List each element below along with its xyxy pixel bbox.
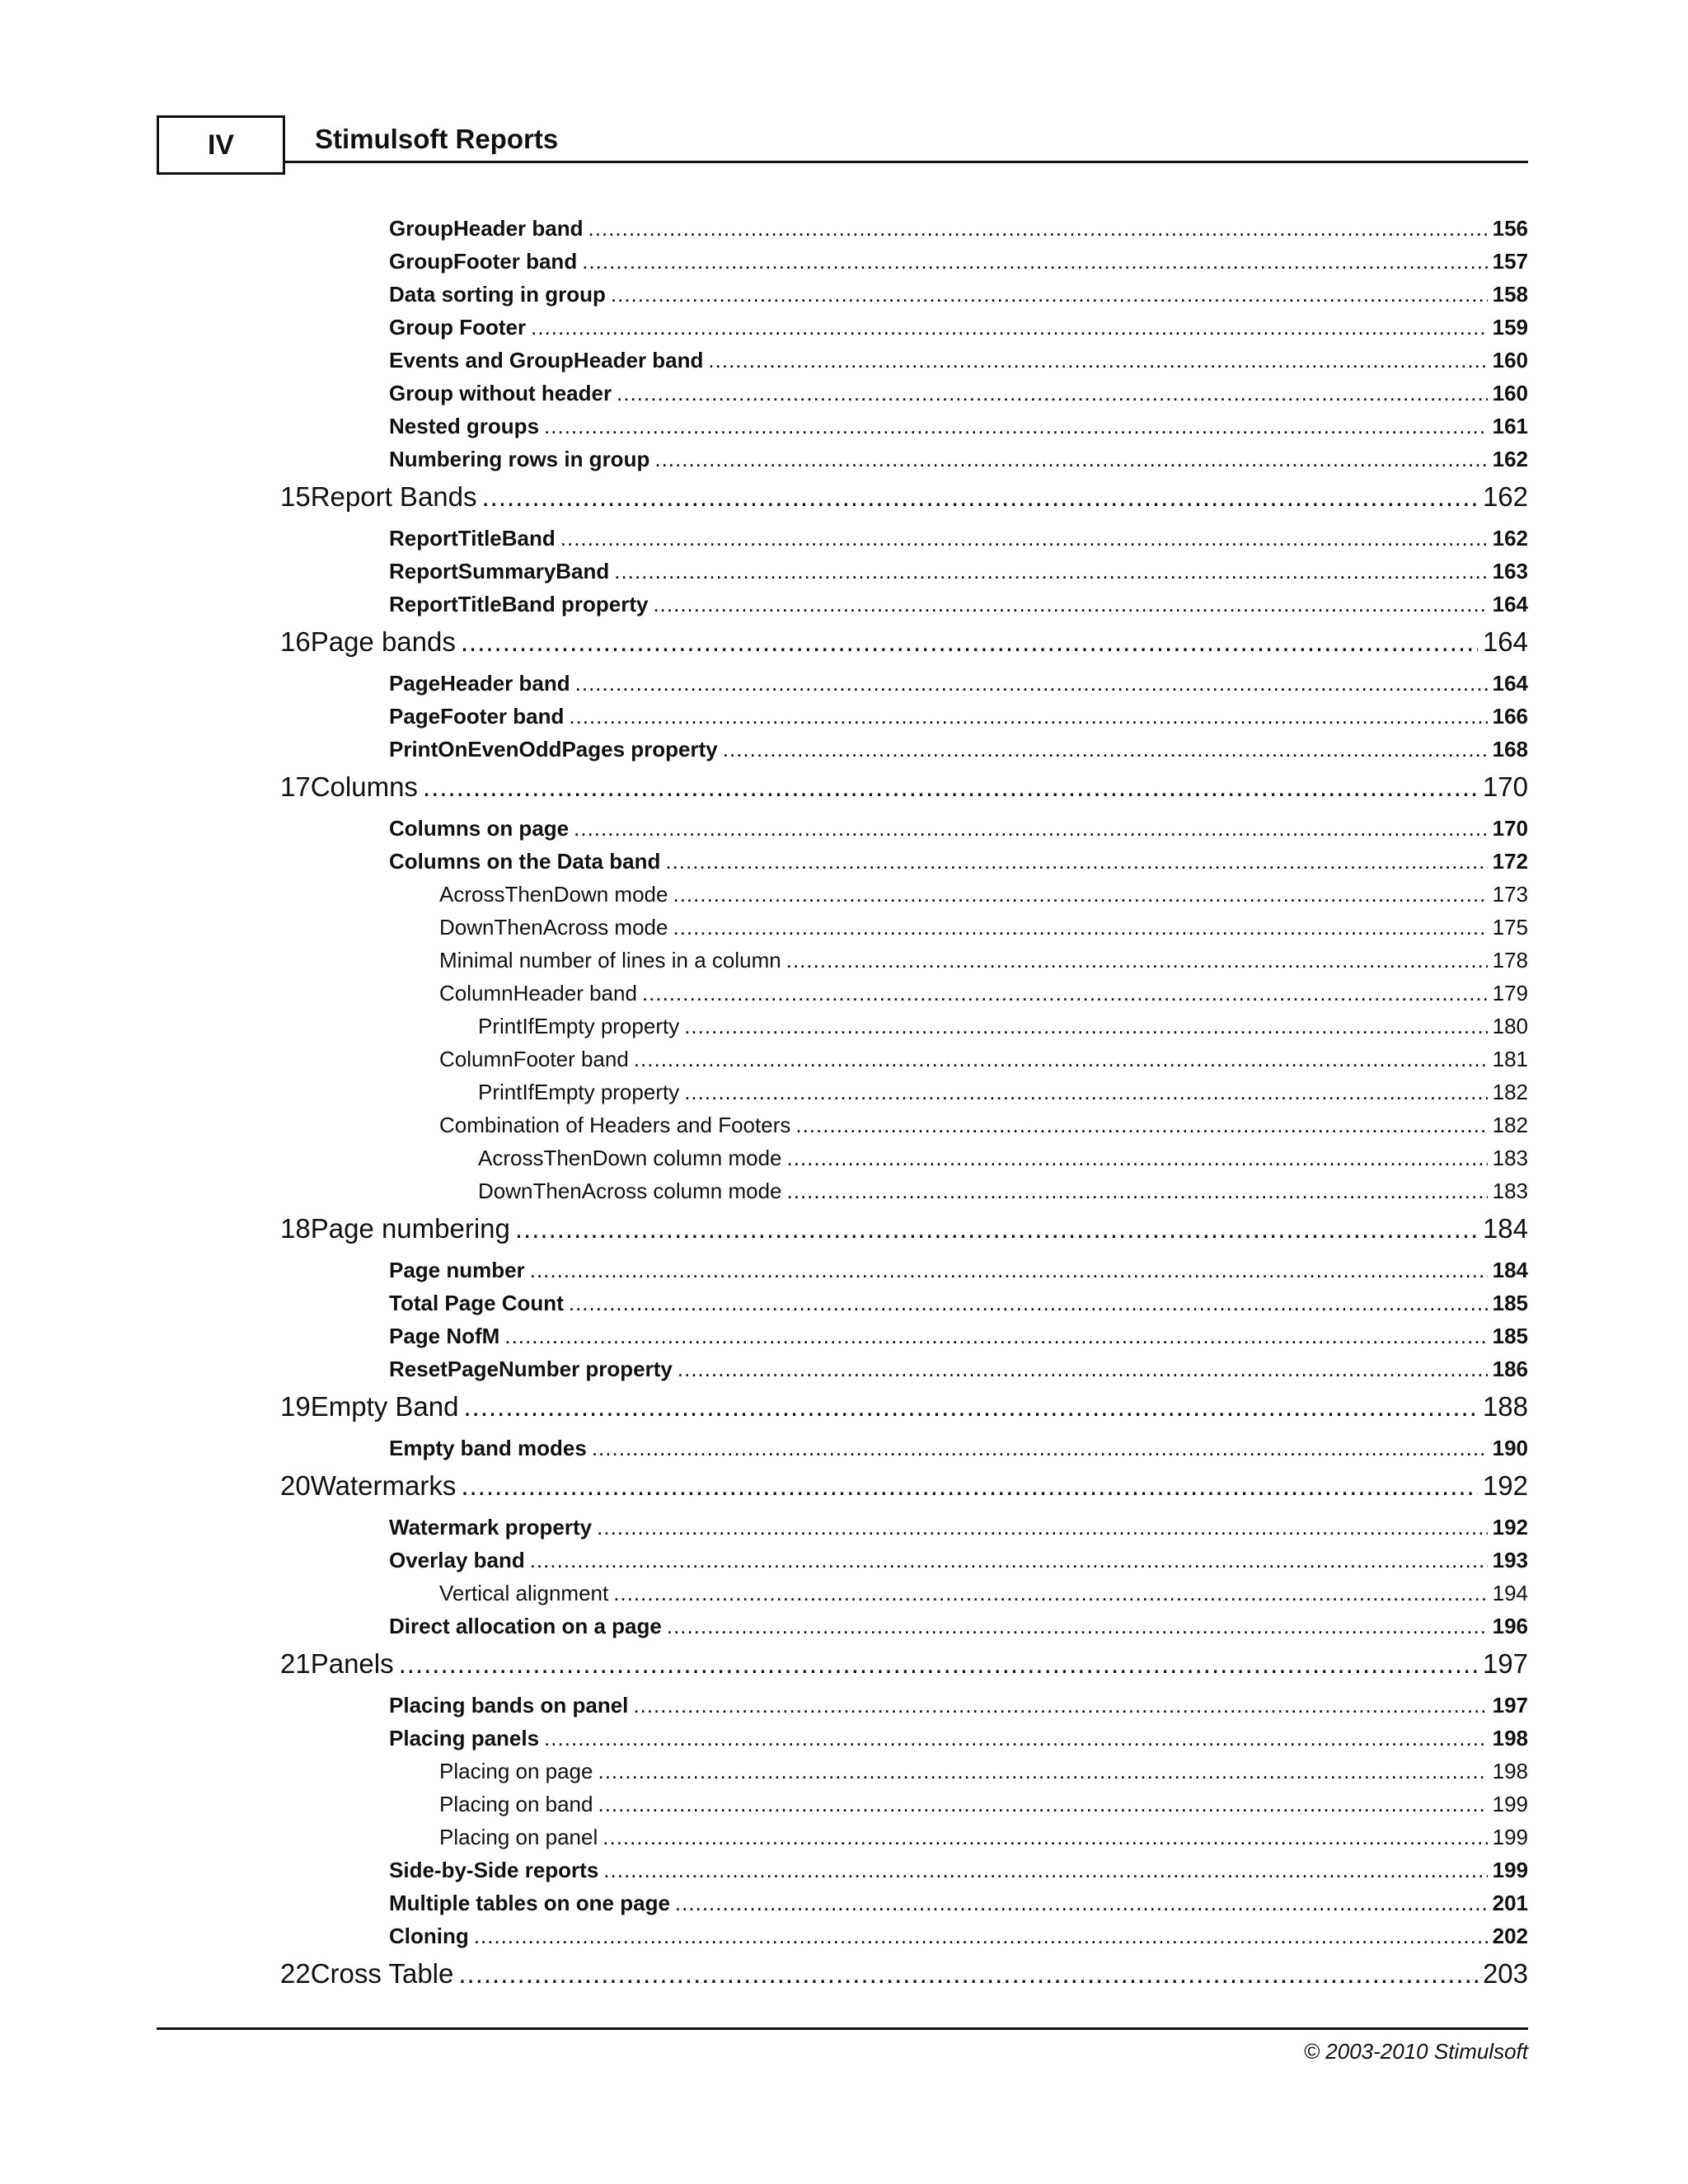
toc-entry-page: 164 — [1492, 671, 1528, 696]
toc-entry-title: Numbering rows in group — [389, 447, 650, 471]
toc-entry-page: 192 — [1492, 1515, 1528, 1540]
toc-entry-title: PrintIfEmpty property — [478, 1080, 680, 1104]
toc-entry-page: 183 — [1492, 1179, 1528, 1203]
toc-entry[interactable] — [439, 1113, 1528, 1138]
dot-leader — [569, 1291, 1488, 1316]
toc-entry-page: 192 — [1482, 1470, 1528, 1501]
copyright-notice: © 2003-2010 Stimulsoft — [1303, 2039, 1528, 2064]
toc-entry[interactable] — [389, 1858, 1528, 1883]
toc-entry-title: Page numbering — [310, 1213, 510, 1244]
toc-entry[interactable] — [389, 447, 1528, 472]
toc-entry-page: 201 — [1492, 1891, 1528, 1915]
toc-entry-title: PageFooter band — [389, 704, 565, 729]
toc-entry-title: ReportTitleBand — [389, 526, 556, 551]
toc-entry-page: 183 — [1492, 1146, 1528, 1170]
dot-leader — [515, 1213, 1478, 1244]
toc-entry[interactable] — [389, 737, 1528, 762]
chapter-number: 15 — [280, 481, 311, 512]
toc-entry-title: Group without header — [389, 381, 612, 405]
toc-entry-title: Vertical alignment — [439, 1581, 609, 1605]
toc-entry-page: 170 — [1482, 771, 1528, 802]
toc-entry[interactable] — [389, 1924, 1528, 1949]
toc-entry-title: Cloning — [389, 1924, 469, 1948]
toc-entry-page: 168 — [1492, 737, 1528, 762]
dot-leader — [560, 526, 1488, 551]
toc-entry-title: Columns — [310, 771, 418, 802]
footer-divider — [157, 2027, 1528, 2030]
toc-entry-page: 196 — [1492, 1614, 1528, 1638]
toc-entry-title: Columns on the Data band — [389, 849, 661, 874]
toc-entry-title: Empty Band — [310, 1391, 459, 1422]
toc-entry-title: GroupFooter band — [389, 249, 578, 274]
dot-leader — [611, 282, 1488, 307]
toc-entry-page: 162 — [1482, 481, 1528, 512]
dot-leader — [588, 216, 1487, 241]
toc-entry[interactable] — [389, 1693, 1528, 1718]
toc-entry-title: ColumnHeader band — [439, 981, 637, 1005]
toc-entry-page: 198 — [1492, 1726, 1528, 1750]
dot-leader — [474, 1924, 1488, 1949]
toc-entry-title: Direct allocation on a page — [389, 1614, 662, 1638]
toc-entry-title: Report Bands — [310, 481, 477, 512]
toc-entry-page: 203 — [1482, 1958, 1528, 1989]
chapter-number: 16 — [280, 626, 311, 657]
toc-entry-page: 164 — [1492, 592, 1528, 616]
toc-entry-page: 170 — [1492, 816, 1528, 841]
toc-entry-page: 184 — [1492, 1258, 1528, 1282]
dot-leader — [482, 481, 1478, 513]
toc-entry-page: 188 — [1482, 1391, 1528, 1422]
toc-entry-page: 157 — [1492, 249, 1528, 274]
dot-leader — [574, 816, 1487, 841]
toc-entry[interactable] — [439, 915, 1528, 940]
toc-entry-page: 156 — [1492, 216, 1528, 241]
dot-leader — [530, 1258, 1488, 1283]
toc-entry-page: 175 — [1492, 915, 1528, 940]
toc-entry-title: Page number — [389, 1258, 525, 1282]
chapter-number: 22 — [280, 1958, 311, 1989]
dot-leader — [684, 1014, 1487, 1039]
toc-entry-page: 186 — [1492, 1357, 1528, 1381]
toc-entry[interactable] — [478, 1080, 1528, 1105]
toc-entry[interactable] — [389, 816, 1528, 841]
toc-entry-page: 179 — [1492, 981, 1528, 1005]
toc-entry-page: 164 — [1482, 626, 1528, 657]
dot-leader — [684, 1080, 1487, 1105]
toc-entry[interactable] — [389, 1357, 1528, 1382]
toc-entry[interactable] — [478, 1014, 1528, 1039]
toc-entry-page: 172 — [1492, 849, 1528, 874]
toc-entry-title: Placing on band — [439, 1792, 593, 1816]
dot-leader — [461, 626, 1478, 658]
dot-leader — [504, 1324, 1487, 1349]
toc-entry-page: 180 — [1492, 1014, 1528, 1038]
toc-entry-page: 199 — [1492, 1825, 1528, 1849]
toc-entry[interactable] — [439, 1792, 1528, 1817]
chapter-number: 20 — [280, 1470, 311, 1501]
toc-entry-title: Overlay band — [389, 1548, 525, 1572]
toc-entry-title: Data sorting in group — [389, 282, 606, 307]
toc-entry-title: Page bands — [310, 626, 456, 657]
toc-entry[interactable] — [389, 282, 1528, 307]
toc-entry-title: Total Page Count — [389, 1291, 564, 1315]
toc-entry-page: 160 — [1492, 348, 1528, 373]
dot-leader — [673, 915, 1487, 940]
toc-entry[interactable] — [389, 249, 1528, 274]
dot-leader — [603, 1858, 1487, 1883]
toc-entry[interactable] — [389, 1548, 1528, 1573]
dot-leader — [675, 1891, 1488, 1916]
dot-leader — [582, 249, 1487, 274]
toc-entry-page: 197 — [1482, 1648, 1528, 1679]
toc-entry-page: 199 — [1492, 1792, 1528, 1816]
toc-entry[interactable] — [439, 882, 1528, 907]
dot-leader — [461, 1470, 1478, 1502]
dot-leader — [544, 414, 1488, 439]
toc-entry-title: Placing bands on panel — [389, 1693, 629, 1718]
toc-entry-page: 158 — [1492, 282, 1528, 307]
dot-leader — [569, 704, 1487, 729]
toc-entry-title: PrintOnEvenOddPages property — [389, 737, 718, 762]
toc-entry-title: Placing on page — [439, 1759, 593, 1783]
toc-entry[interactable] — [389, 216, 1528, 241]
toc-entry-page: 182 — [1492, 1080, 1528, 1104]
toc-entry-title: Minimal number of lines in a column — [439, 948, 781, 972]
toc-entry[interactable] — [389, 414, 1528, 439]
toc-entry-title: Cross Table — [310, 1958, 454, 1989]
toc-entry-title: Watermark property — [389, 1515, 593, 1540]
toc-entry-page: 162 — [1492, 447, 1528, 471]
toc-entry-page: 161 — [1492, 414, 1528, 438]
toc-entry-title: Panels — [310, 1648, 394, 1679]
dot-leader — [786, 948, 1488, 973]
chapter-number: 18 — [280, 1213, 311, 1244]
toc-entry[interactable] — [478, 1179, 1528, 1204]
toc-entry[interactable] — [389, 526, 1528, 551]
dot-leader — [673, 882, 1487, 907]
toc-entry[interactable] — [439, 948, 1528, 973]
toc-entry-title: ReportSummaryBand — [389, 559, 610, 583]
dot-leader — [678, 1357, 1488, 1382]
toc-entry[interactable] — [389, 1436, 1528, 1461]
chapter-number: 21 — [280, 1648, 311, 1679]
dot-leader — [603, 1825, 1487, 1850]
dot-leader — [654, 447, 1487, 472]
toc-entry[interactable] — [389, 1515, 1528, 1540]
toc-entry-page: 162 — [1492, 526, 1528, 551]
dot-leader — [787, 1146, 1488, 1171]
toc-chapter-entry[interactable] — [280, 1470, 1528, 1503]
toc-entry-title: Page NofM — [389, 1324, 500, 1348]
toc-entry-page: 190 — [1492, 1436, 1528, 1460]
page-number-label: IV — [207, 129, 235, 161]
toc-entry-page: 178 — [1492, 948, 1528, 972]
toc-entry-title: ColumnFooter band — [439, 1047, 629, 1071]
toc-entry[interactable] — [389, 1258, 1528, 1283]
toc-entry-title: PrintIfEmpty property — [478, 1014, 680, 1038]
toc-entry-page: 166 — [1492, 704, 1528, 729]
toc-entry-page: 199 — [1492, 1858, 1528, 1882]
toc-entry[interactable] — [439, 1047, 1528, 1072]
dot-leader — [598, 1792, 1487, 1817]
toc-entry-page: 197 — [1492, 1693, 1528, 1718]
toc-entry-title: Placing panels — [389, 1726, 540, 1750]
dot-leader — [399, 1648, 1478, 1680]
chapter-number: 19 — [280, 1391, 311, 1422]
toc-entry-page: 198 — [1492, 1759, 1528, 1783]
toc-entry[interactable] — [439, 1581, 1528, 1606]
toc-entry-page: 202 — [1492, 1924, 1528, 1948]
toc-entry-title: Placing on panel — [439, 1825, 598, 1849]
dot-leader — [531, 315, 1488, 340]
toc-entry-title: AcrossThenDown column mode — [478, 1146, 782, 1170]
dot-leader — [423, 771, 1478, 803]
toc-chapter-entry[interactable] — [280, 1391, 1528, 1424]
toc-entry-title: PageHeader band — [389, 671, 570, 696]
toc-entry-title: Columns on page — [389, 816, 570, 841]
toc-entry[interactable] — [389, 1291, 1528, 1316]
toc-entry-title: Watermarks — [310, 1470, 457, 1501]
dot-leader — [530, 1548, 1488, 1573]
document-title: Stimulsoft Reports — [315, 124, 559, 154]
toc-chapter-entry[interactable] — [280, 626, 1528, 659]
toc-entry[interactable] — [389, 1891, 1528, 1916]
chapter-number: 17 — [280, 771, 311, 802]
dot-leader — [634, 1047, 1488, 1072]
toc-entry[interactable] — [389, 1614, 1528, 1639]
dot-leader — [617, 381, 1488, 406]
dot-leader — [613, 1581, 1487, 1606]
dot-leader — [787, 1179, 1488, 1204]
toc-entry-title: Side-by-Side reports — [389, 1858, 599, 1882]
dot-leader — [633, 1693, 1487, 1718]
toc-entry-title: DownThenAcross column mode — [478, 1179, 782, 1203]
toc-chapter-entry[interactable] — [280, 771, 1528, 804]
toc-entry-title: Nested groups — [389, 414, 540, 438]
toc-entry[interactable] — [389, 849, 1528, 874]
toc-entry[interactable] — [389, 1726, 1528, 1751]
dot-leader — [667, 1614, 1488, 1639]
dot-leader — [592, 1436, 1488, 1461]
toc-entry[interactable] — [389, 671, 1528, 696]
dot-leader — [597, 1515, 1487, 1540]
toc-entry-page: 163 — [1492, 559, 1528, 583]
toc-entry-title: Group Footer — [389, 315, 527, 340]
toc-entry[interactable] — [389, 1324, 1528, 1349]
toc-entry-page: 160 — [1492, 381, 1528, 405]
toc-entry[interactable] — [439, 981, 1528, 1006]
dot-leader — [614, 559, 1487, 584]
toc-entry-title: ReportTitleBand property — [389, 592, 649, 616]
dot-leader — [458, 1958, 1478, 1990]
toc-entry[interactable] — [389, 315, 1528, 340]
dot-leader — [463, 1391, 1477, 1422]
dot-leader — [642, 981, 1488, 1006]
toc-entry-title: Combination of Headers and Footers — [439, 1113, 791, 1137]
dot-leader — [575, 671, 1488, 696]
toc-entry-page: 193 — [1492, 1548, 1528, 1572]
toc-entry-page: 182 — [1492, 1113, 1528, 1137]
toc-entry-page: 185 — [1492, 1291, 1528, 1315]
toc-entry-title: Events and GroupHeader band — [389, 348, 704, 373]
toc-entry-page: 194 — [1492, 1581, 1528, 1605]
toc-entry-title: AcrossThenDown mode — [439, 882, 668, 907]
dot-leader — [708, 348, 1487, 373]
toc-entry-title: GroupHeader band — [389, 216, 584, 241]
toc-chapter-entry[interactable] — [280, 481, 1528, 514]
toc-entry[interactable] — [439, 1825, 1528, 1850]
dot-leader — [795, 1113, 1487, 1138]
toc-entry-title: Empty band modes — [389, 1436, 587, 1460]
toc-entry[interactable] — [389, 348, 1528, 373]
toc-entry-page: 173 — [1492, 882, 1528, 907]
toc-entry[interactable] — [389, 592, 1528, 617]
toc-entry-title: DownThenAcross mode — [439, 915, 668, 940]
dot-leader — [598, 1759, 1487, 1784]
dot-leader — [665, 849, 1487, 874]
toc-entry-page: 181 — [1492, 1047, 1528, 1071]
toc-entry[interactable] — [389, 381, 1528, 406]
toc-entry-title: ResetPageNumber property — [389, 1357, 673, 1381]
toc-entry-page: 185 — [1492, 1324, 1528, 1348]
toc-entry-page: 159 — [1492, 315, 1528, 340]
toc-chapter-entry[interactable] — [280, 1958, 1528, 1991]
toc-chapter-entry[interactable] — [280, 1213, 1528, 1246]
toc-entry[interactable] — [389, 704, 1528, 729]
toc-chapter-entry[interactable] — [280, 1648, 1528, 1681]
toc-entry-title: Multiple tables on one page — [389, 1891, 670, 1915]
toc-entry[interactable] — [389, 559, 1528, 584]
dot-leader — [544, 1726, 1488, 1751]
toc-entry[interactable] — [439, 1759, 1528, 1784]
dot-leader — [653, 592, 1487, 617]
toc-entry-page: 184 — [1482, 1213, 1528, 1244]
toc-entry[interactable] — [478, 1146, 1528, 1171]
dot-leader — [723, 737, 1488, 762]
